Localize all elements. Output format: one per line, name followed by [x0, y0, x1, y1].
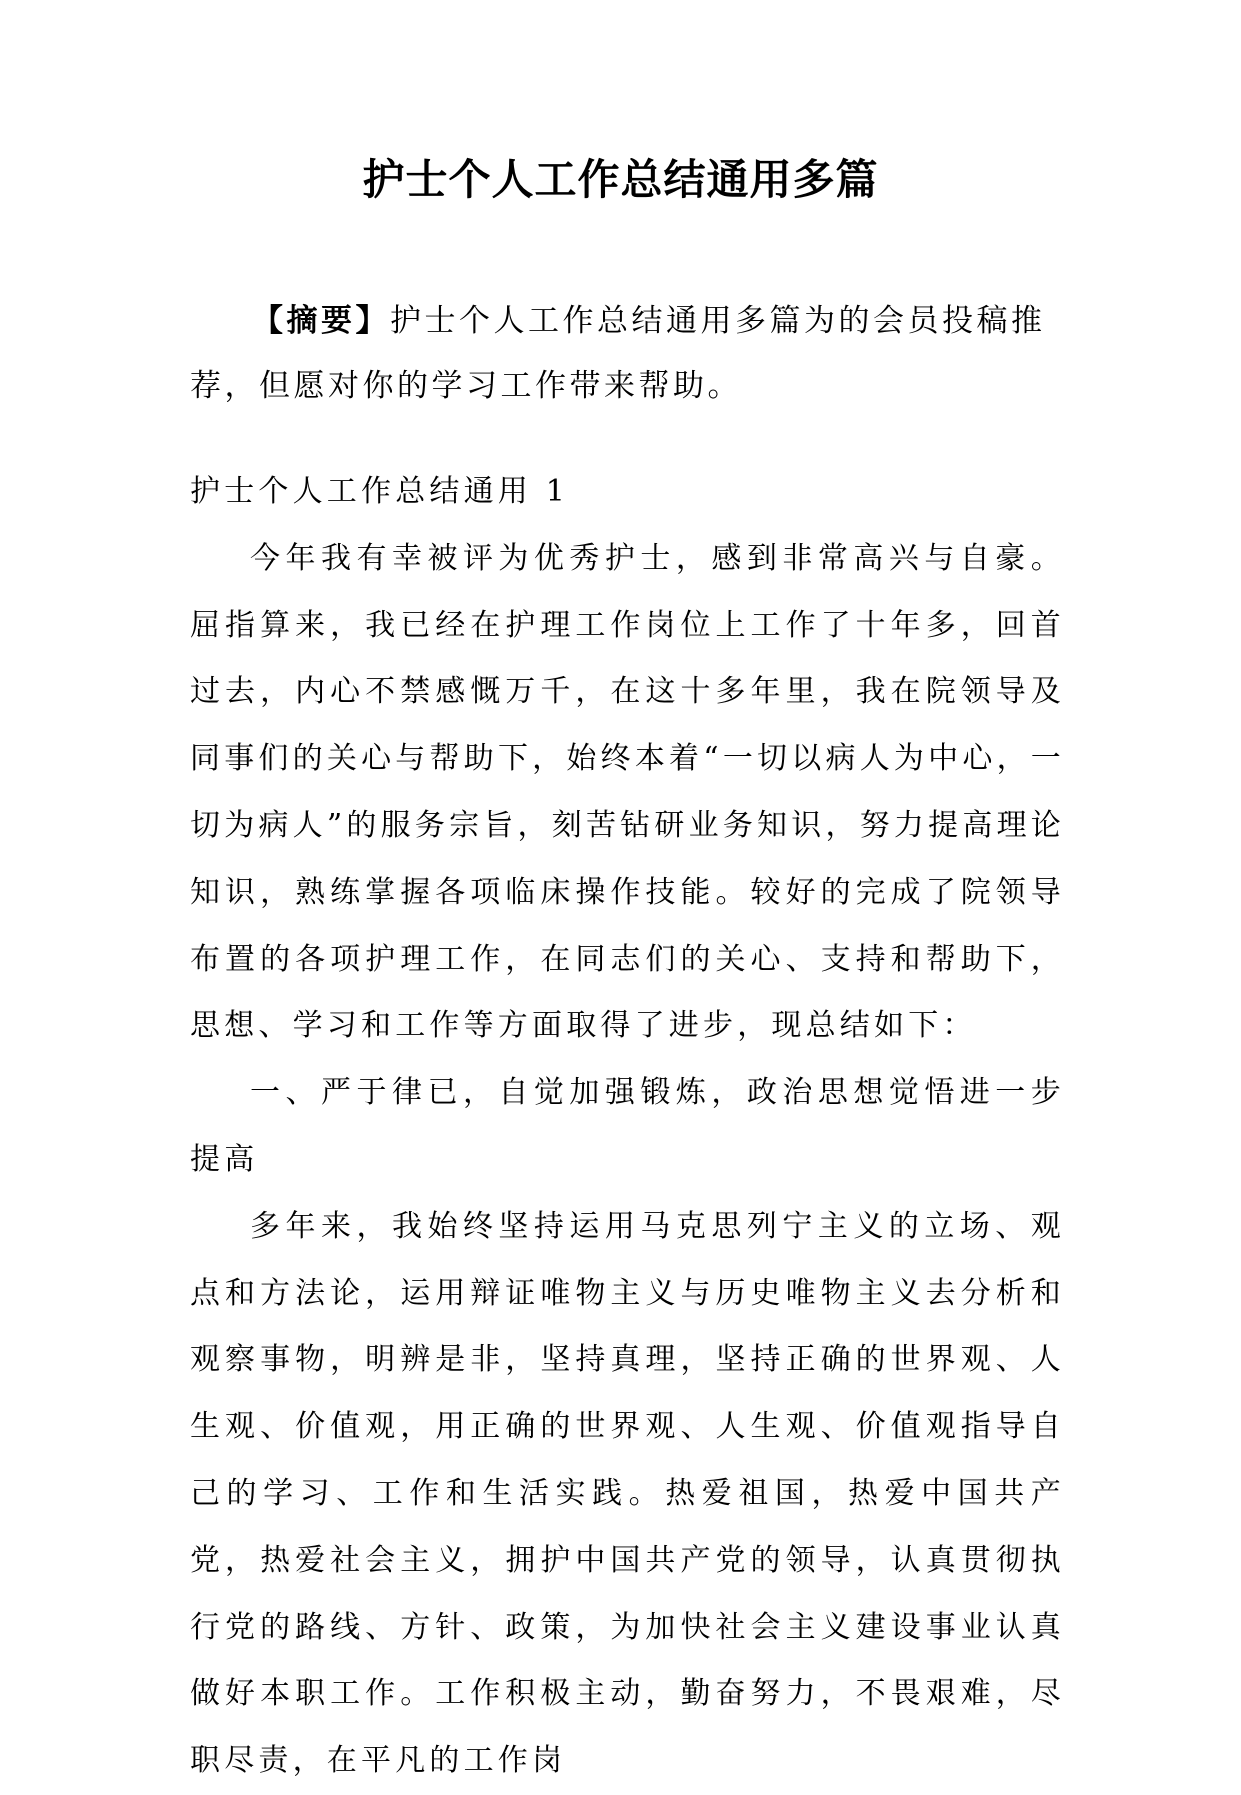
body-paragraph-1: 今年我有幸被评为优秀护士，感到非常高兴与自豪。屈指算来，我已经在护理工作岗位上工作了十年多，回首过去，内心不禁感慨万千，在这十多年里，我在院领导及同事们的关心与帮助下，始终本着“一切以病人为中心，一切为病人”的服务宗旨，刻苦钻研业务知识，努力提高理论知识，熟练掌握各项临床操作技能。较好的完成了院领导布置的各项护理工作，在同志们的关心、支持和帮助下，思想、学习和工作等方面取得了进步，现总结如下： — [190, 540, 1065, 1044]
abstract-text: 护士个人工作总结通用多篇为的会员投稿推荐，但愿对你的学习工作带来帮助。 — [190, 303, 1046, 404]
abstract-label: 【摘要】 — [252, 303, 390, 339]
body-paragraph-2: 多年来，我始终坚持运用马克思列宁主义的立场、观点和方法论，运用辩证唯物主义与历史唯物主义去分析和观察事物，明辨是非，坚持真理，坚持正确的世界观、人生观、价值观，用正确的世界观、人生观、价值观指导自己的学习、工作和生活实践。热爱祖国，热爱中国共产党，热爱社会主义，拥护中国共产党的领导，认真贯彻执行党的路线、方针、政策，为加快社会主义建设事业认真做好本职工作。工作积极主动，勤奋努力，不畏艰难，尽职尽责，在平凡的工作岗 — [190, 1208, 1065, 1779]
section-title: 护士个人工作总结通用 1 — [190, 474, 570, 509]
document-body — [190, 459, 1065, 1795]
abstract-paragraph — [190, 289, 1070, 419]
document-title: 护士个人工作总结通用多篇 — [362, 155, 879, 204]
section-heading-1: 一、严于律已，自觉加强锻炼，政治思想觉悟进一步提高 — [190, 1075, 1065, 1177]
